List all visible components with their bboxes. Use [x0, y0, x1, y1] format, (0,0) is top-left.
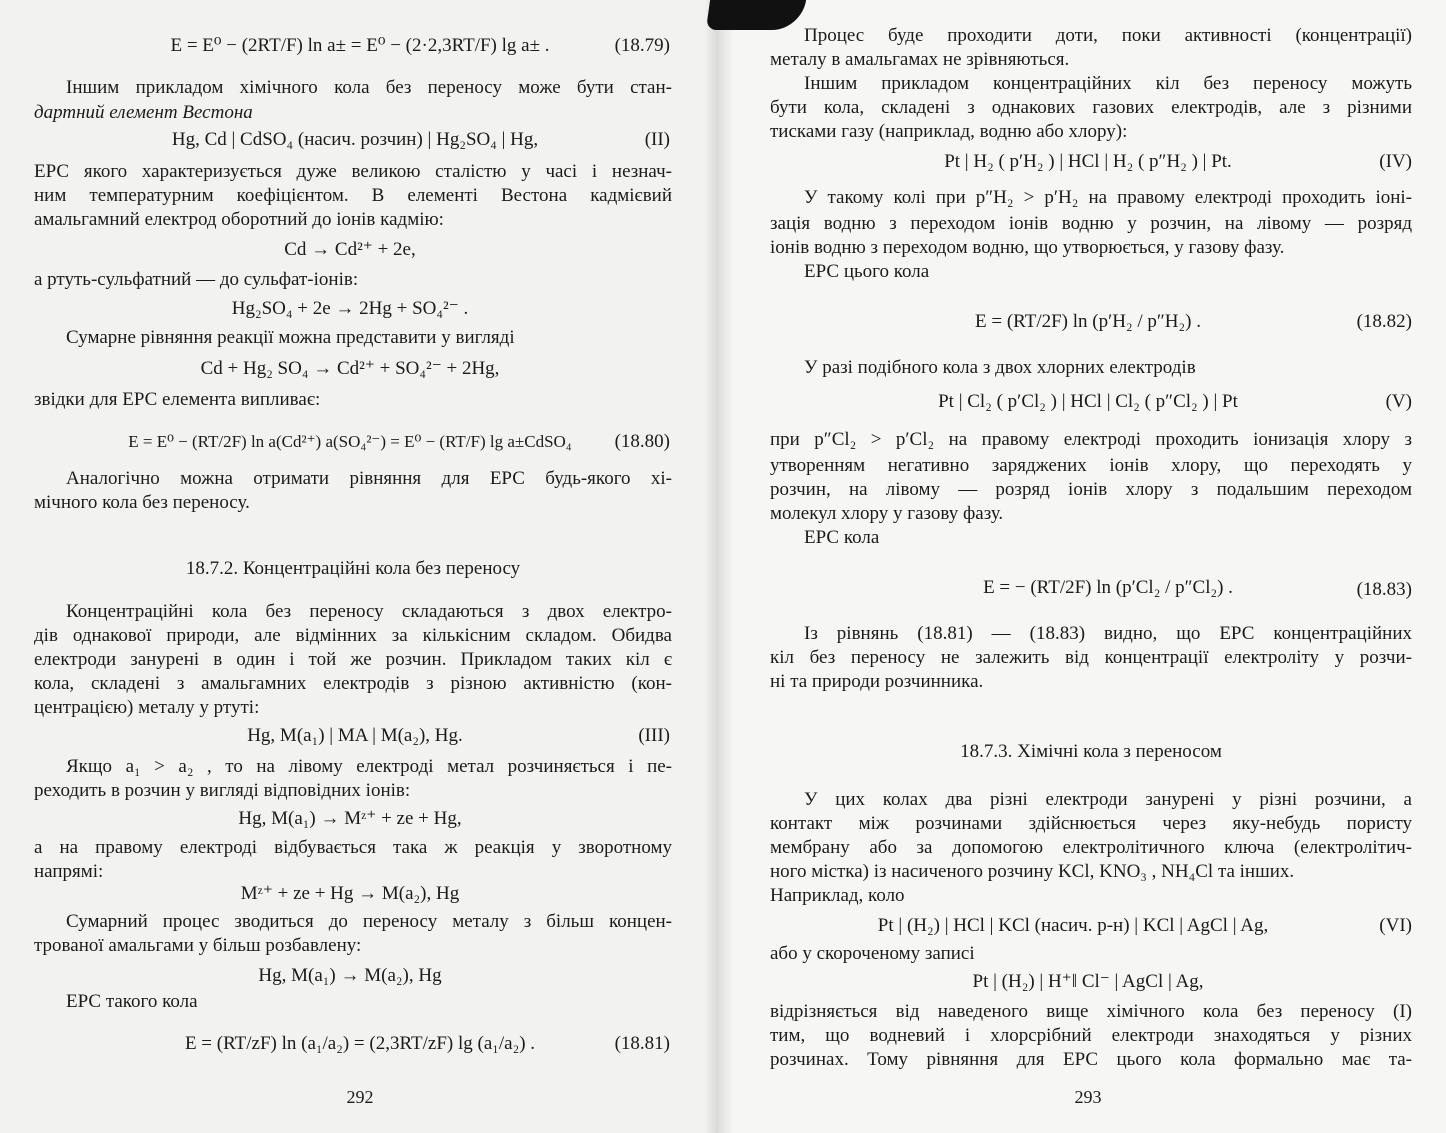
text-line: ні та природи розчинника.: [770, 671, 984, 692]
text-line: У такому колі при p″H₂ > p′H₂ на правому електроді проходить іоні-: [804, 187, 1412, 208]
text-line: молекул хлору у газову фазу.: [770, 503, 1004, 524]
text-line: мембрану або за допомогою електролітичного ключа (електролітич-: [770, 837, 1412, 858]
page-number: 292: [346, 1087, 374, 1107]
equation-dissolution: Hg, M(a₁) → Mᶻ⁺ + ze + Hg,: [238, 808, 462, 829]
text-line: або у скороченому записі: [770, 943, 975, 964]
text-line: У разі подібного кола з двох хлорних електродів: [804, 357, 1196, 378]
text-line: кіл без переносу не залежить від концентрації електроліту у розчи-: [770, 647, 1412, 668]
equation-number: (V): [1385, 391, 1412, 412]
text-line: Сумарне рівняння реакції можна представити у вигляді: [66, 327, 515, 348]
text-line: розчин, на лівому — розряд іонів хлору з подальшим переходом: [770, 479, 1412, 500]
equation-deposition: Mᶻ⁺ + ze + Hg → M(a₂), Hg: [240, 883, 460, 904]
text-line: ЕРС цього кола: [804, 261, 930, 282]
text-line: зація водню з переходом іонів водню у розчин, на лівому — розряд: [770, 213, 1412, 234]
equation-VI: Pt | (H₂) | HCl | KCl (насич. р-н) | KCl | AgCl | Ag,: [877, 915, 1269, 936]
text-line: мічного кола без переносу.: [34, 492, 250, 513]
text-line: утворенням негативно заряджених іонів хлору, що переходять у: [770, 455, 1412, 476]
equation-number: (II): [644, 129, 670, 150]
equation-18-81: E = (RT/zF) ln (a₁/a₂) = (2,3RT/zF) lg (a₁/a₂) .: [184, 1033, 536, 1054]
text-line: ним температурним коефіцієнтом. В елементі Вестона кадмієвий: [34, 185, 672, 206]
text-line: дартний елемент Вестона: [34, 102, 253, 123]
text-line: Якщо a₁ > a₂ , то на лівому електроді метал розчиняється і пе-: [66, 756, 672, 777]
text-line: Із рівнянь (18.81) — (18.83) видно, що ЕРС концентраційних: [804, 623, 1412, 644]
equation-transfer: Hg, M(a₁) → M(a₂), Hg: [258, 965, 442, 986]
text-line: Іншим прикладом хімічного кола без переносу може бути стан-: [66, 77, 672, 98]
text-line: металу в амальгамах не зрівняються.: [770, 49, 1070, 70]
right-page: [718, 0, 1446, 1133]
book-gutter-shadow: [704, 0, 734, 1133]
text-line: іонів водню з переходом водню, що утворюється, у газову фазу.: [770, 237, 1285, 258]
text-line: ного містка) із насиченого розчину KCl, KNO₃ , NH₄Cl та інших.: [770, 861, 1295, 882]
equation-18-79: E = E⁰ − (2RT/F) ln a± = E⁰ − (2·2,3RT/F) lg a± .: [170, 35, 550, 56]
text-line: Іншим прикладом концентраційних кіл без переносу можуть: [804, 73, 1412, 94]
text-line: а на правому електроді відбувається така ж реакція у зворотному: [34, 837, 672, 858]
equation-II: Hg, Cd | CdSO₄ (насич. розчин) | Hg₂SO₄ | Hg,: [171, 129, 539, 150]
text-line: напрямі:: [34, 861, 104, 882]
text-line: тим, що водневий і хлорсрібний електроди знаходяться у різних: [770, 1025, 1412, 1046]
equation-number: (VI): [1379, 915, 1412, 936]
equation-18-83: E = − (RT/2F) ln (p′Cl₂ / p″Cl₂) .: [983, 577, 1233, 598]
text-line: дів однакової природи, але відмінних за кількісним складом. Обидва: [34, 625, 672, 646]
text-line: У цих колах два різні електроди занурені у різні розчини, а: [804, 789, 1412, 810]
left-page: [0, 0, 718, 1133]
text-line: кола, складені з амальгамних електродів з різною активністю (кон-: [34, 673, 672, 694]
equation-number: (18.83): [1356, 579, 1412, 600]
text-line: ЕРС такого кола: [66, 991, 198, 1012]
section-heading: 18.7.3. Хімічні кола з переносом: [960, 741, 1222, 762]
equation-short: Pt | (H₂) | H⁺‖ Cl⁻ | AgCl | Ag,: [972, 971, 1204, 992]
equation-number: (III): [638, 725, 670, 746]
text-line: Наприклад, коло: [770, 885, 905, 906]
text-line: амальгамний електрод оборотний до іонів кадмію:: [34, 209, 444, 230]
text-line: тисками газу (наприклад, водню або хлору):: [770, 121, 1128, 142]
text-line: Сумарний процес зводиться до переносу металу з більш концен-: [66, 911, 672, 932]
text-line: а ртуть-сульфатний — до сульфат-іонів:: [34, 269, 359, 290]
text-line: при p″Cl₂ > p′Cl₂ на правому електроді проходить іонизація хлору з: [770, 429, 1412, 450]
text-line: ЕРС якого характеризується дуже великою сталістю у часі і незнач-: [34, 161, 672, 182]
text-line: реходить в розчин у вигляді відповідних іонів:: [34, 780, 411, 801]
text-line: центрацією) металу у ртуті:: [34, 697, 260, 718]
equation-number: (18.79): [614, 35, 670, 56]
equation-IV: Pt | H₂ ( p′H₂ ) | HCl | H₂ ( p″H₂ ) | Pt.: [944, 151, 1232, 172]
equation-number: (18.81): [614, 1033, 670, 1054]
page-number: 293: [1074, 1087, 1102, 1107]
text-line: Процес буде проходити доти, поки активності (концентрації): [804, 25, 1412, 46]
text-line: звідки для ЕРС елемента випливає:: [34, 389, 321, 410]
equation-18-80: E = E⁰ − (RT/2F) ln a(Cd²⁺) a(SO₄²⁻) = E⁰ − (RT/F) lg a±CdSO₄: [128, 432, 572, 451]
text-line: бути кола, складені з однакових газових електродів, але з різними: [770, 97, 1412, 118]
text-line: трованої амальгами у більш розбавлену:: [34, 935, 362, 956]
equation-III: Hg, M(a₁) | MA | M(a₂), Hg.: [247, 725, 463, 746]
equation-number: (18.80): [614, 431, 670, 452]
equation-18-82: E = (RT/2F) ln (p′H₂ / p″H₂) .: [975, 311, 1201, 332]
text-line: електроди занурені в один і той же розчин. Прикладом таких кіл є: [34, 649, 672, 670]
text-line: контакт між розчинами здійснюється через яку-небудь пористу: [770, 813, 1412, 834]
equation-number: (18.82): [1356, 311, 1412, 332]
equation-cd: Cd → Cd²⁺ + 2e,: [284, 239, 416, 260]
section-heading: 18.7.2. Концентраційні кола без переносу: [185, 558, 521, 579]
equation-sum: Cd + Hg₂ SO₄ → Cd²⁺ + SO₄²⁻ + 2Hg,: [200, 358, 500, 379]
text-line: Концентраційні кола без переносу складаються з двох електро-: [66, 601, 672, 622]
equation-hg2so4: Hg₂SO₄ + 2e → 2Hg + SO₄²⁻ .: [231, 298, 469, 319]
text-line: Аналогічно можна отримати рівняння для ЕРС будь-якого хі-: [66, 468, 672, 489]
text-line: розчинах. Тому рівняння для ЕРС цього кола формально має та-: [770, 1049, 1412, 1070]
text-line: відрізняється від наведеного вище хімічного кола без переносу (I): [770, 1001, 1412, 1022]
equation-V: Pt | Cl₂ ( p′Cl₂ ) | HCl | Cl₂ ( p″Cl₂ ) | Pt: [938, 391, 1238, 412]
equation-number: (IV): [1379, 151, 1412, 172]
text-line: ЕРС кола: [804, 527, 880, 548]
